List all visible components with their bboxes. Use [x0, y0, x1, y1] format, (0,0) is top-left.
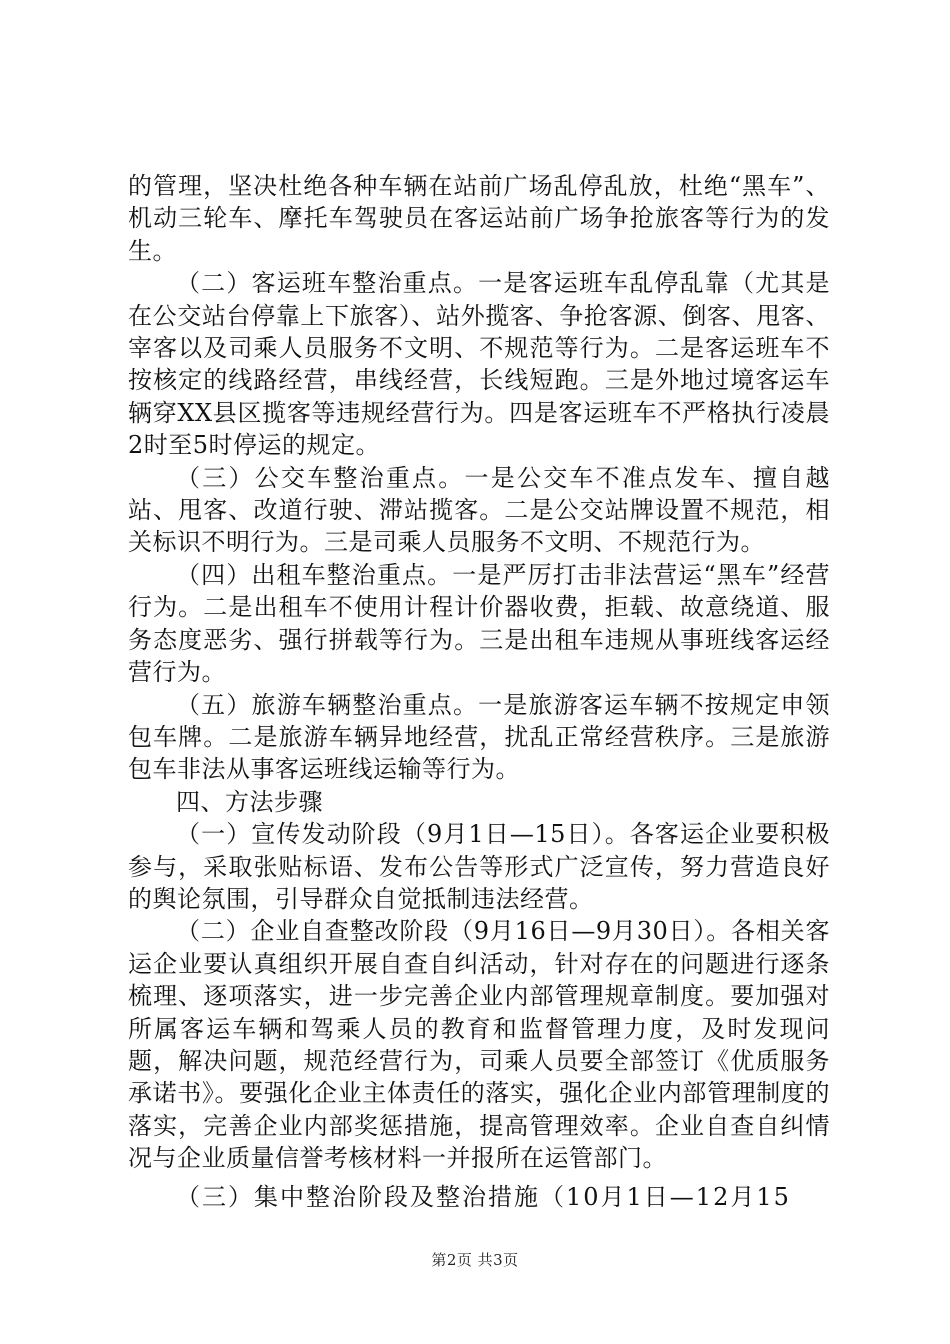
paragraph-public-bus: （三）公交车整治重点。一是公交车不准点发车、擅自越站、甩客、改道行驶、滞站揽客。二是公交站牌设置不规范，相关标识不明行为。三是司乘人员服务不文明、不规范行为。 — [128, 463, 830, 557]
paragraph-tour-vehicle: （五）旅游车辆整治重点。一是旅游客运车辆不按规定申领包车牌。二是旅游车辆异地经营，扰乱正常经营秩序。三是旅游包车非法从事客运班线运输等行为。 — [128, 690, 830, 784]
paragraph-rectification-stage: （三）集中整治阶段及整治措施（10月1日—12月15 — [176, 1182, 791, 1211]
paragraph-self-inspection-stage: （二）企业自查整改阶段（9月16日—9月30日）。各相关客运企业要认真组织开展自查自纠活动，针对存在的问题进行逐条梳理、逐项落实，进一步完善企业内部管理规章制度。要加强对所属客运车辆和驾乘人员的教育和监督管理力度，及时发现问题，解决问题，规范经营行为，司乘人员要全部签订《优质服务承诺书》。要强化企业主体责任的落实，强化企业内部管理制度的落实，完善企业内部奖惩措施，提高管理效率。企业自查自纠情况与企业质量信誉考核材料一并报所在运管部门。 — [128, 917, 830, 1173]
section-heading-methods: 四、方法步骤 — [176, 787, 323, 816]
paragraph-taxi: （四）出租车整治重点。一是严厉打击非法营运“黑车”经营行为。二是出租车不使用计程计价器收费，拒载、故意绕道、服务态度恶劣、强行拼载等行为。三是出租车违规从事班线客运经营行为。 — [128, 560, 830, 687]
page-number-footer: 第2页 共3页 — [431, 1251, 519, 1269]
document-body — [128, 170, 830, 1213]
paragraph-coach-bus: （二）客运班车整治重点。一是客运班车乱停乱靠（尤其是在公交站台停靠上下旅客）、站外揽客、争抢客源、倒客、甩客、宰客以及司乘人员服务不文明、不规范等行为。二是客运班车不按核定的线路经营，串线经营，长线短跑。三是外地过境客运车辆穿XX县区揽客等违规经营行为。四是客运班车不严格执行凌晨2时至5时停运的规定。 — [128, 269, 830, 460]
paragraph-continuation: 的管理，坚决杜绝各种车辆在站前广场乱停乱放，杜绝“黑车”、机动三轮车、摩托车驾驶员在客运站前广场争抢旅客等行为的发生。 — [128, 172, 830, 265]
paragraph-publicity-stage: （一）宣传发动阶段（9月1日—15日）。各客运企业要积极参与，采取张贴标语、发布公告等形式广泛宣传，努力营造良好的舆论氛围，引导群众自觉抵制违法经营。 — [128, 820, 830, 913]
